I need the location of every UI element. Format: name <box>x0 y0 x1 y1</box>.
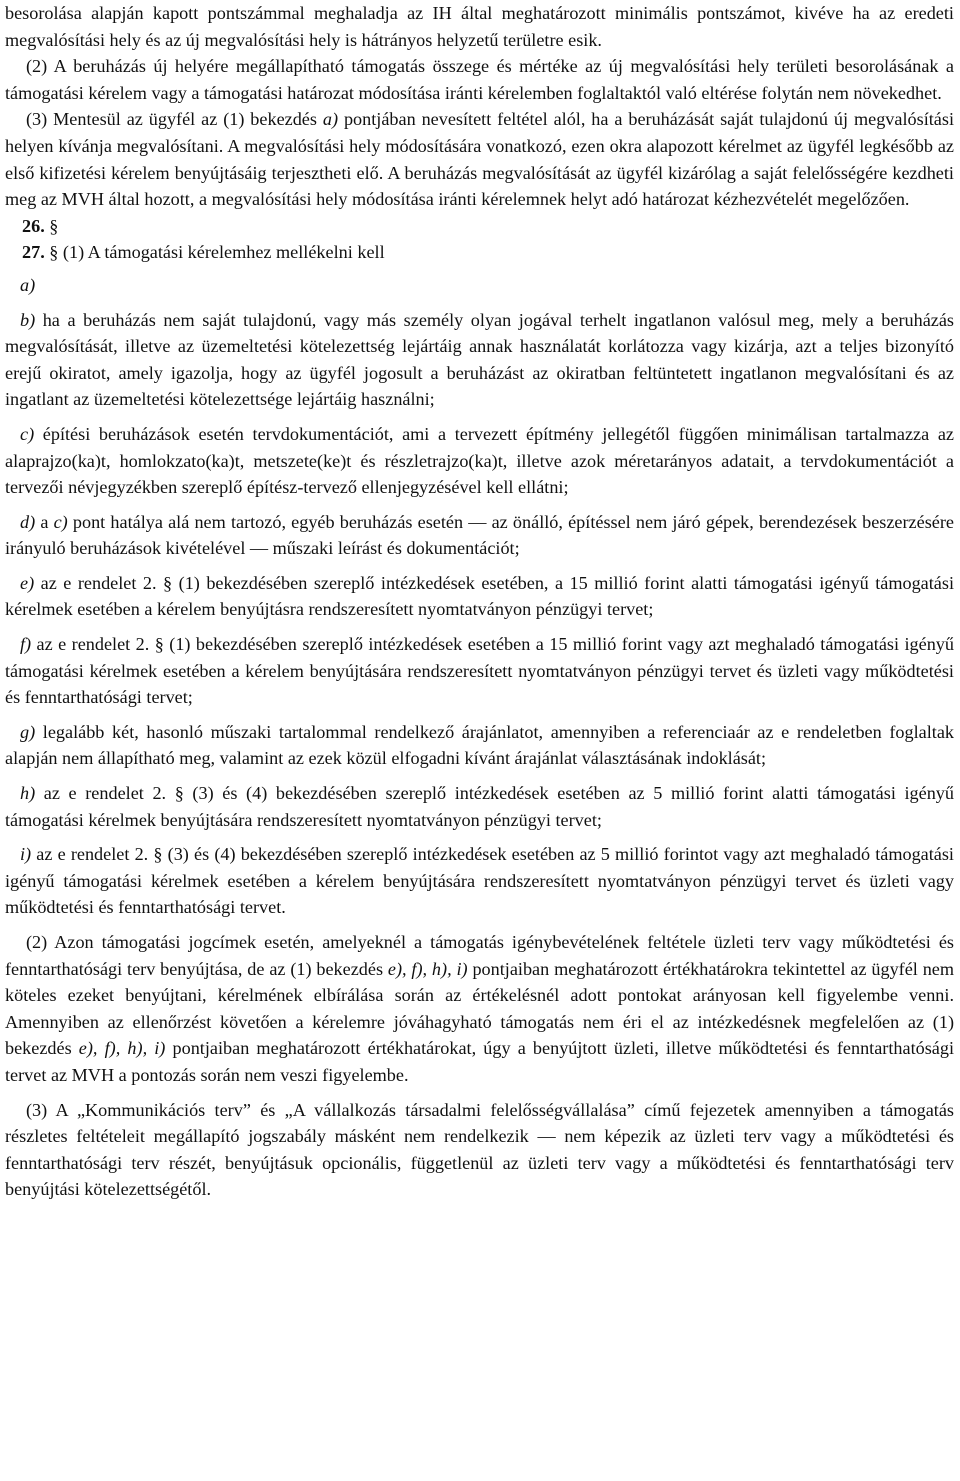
item-i <box>5 841 954 921</box>
paragraph-top <box>5 0 954 53</box>
item-g <box>5 719 954 772</box>
item-d-ref: c) <box>53 511 68 532</box>
paragraph-3 <box>5 106 954 212</box>
item-h-text: az e rendelet 2. § (3) és (4) bekezdésében szereplő intézkedések esetében az 5 millió forint alatti támogatási igényű támogatási kérelmek benyújtására rendszeresített nyomtatványon pénzügyi tervet; <box>5 783 954 830</box>
item-i-label: i) <box>20 844 32 865</box>
paragraph-3-rest: pontjában nevesített feltétel alól, ha a beruházását saját tulajdonú új megvalósítási helyen kívánja megvalósítani. A megvalósítási hely módosítására vonatkozó, ezen okra alapozott kérelmet az ügyfél legkésőbb az első kifizetési kérelem benyújtásáig terjesztheti elő. A beruházás megvalósítását az ügyfél kizárólag a saját felelősségére kezdheti meg az MVH által hozott, a megvalósítási hely módosítása iránti kérelemnek helyt adó határozat kézhezvételét megelőzően. <box>5 109 954 210</box>
item-e <box>5 570 954 623</box>
paragraph-27-2-end: pontjaiban meghatározott értékhatárokat, úgy a benyújtott üzleti, illetve működtetési és fenntarthatósági tervet az MVH a pontozás során nem veszi figyelembe. <box>5 1038 955 1085</box>
item-b-text: ha a beruházás nem saját tulajdonú, vagy más személy olyan jogával terhelt ingatlanon valósul meg, mely a beruházás megvalósítását, illetve az üzemeltetési kötelezettség lejártáig annak használatát korlátozza vagy kizárja, azt a teljes bizonyító erejű okiratot, amely igazolja, hogy az ügyfél jogosult a beruházást az okiratban feltüntetett ingatlanon megvalósítani és az ingatlant az üzemeltetési kötelezettsége lejártáig használni; <box>5 309 954 410</box>
item-b-label: b) <box>20 309 36 330</box>
item-e-text: az e rendelet 2. § (1) bekezdésében szereplő intézkedések esetében, a 15 millió forint alatti támogatási igényű támogatási kérelmek esetében a kérelem benyújtásra rendszeresített nyomtatványon pénzügyi tervet; <box>5 572 954 620</box>
item-h-label: h) <box>20 783 36 804</box>
item-f <box>5 631 954 711</box>
section-26-sign: § <box>49 215 59 236</box>
paragraph-27-2-start: (2) Azon támogatási jogcímek esetén, amelyeknél a támogatás igénybevételének feltétele üzleti terv vagy működtetési és fenntarthatósági terv benyújtása, de az (1) bekezdés <box>5 932 954 979</box>
item-d-mid: a <box>35 511 54 532</box>
paragraph-27-2-refs-2: e), f), h), i) <box>78 1038 166 1059</box>
item-d <box>5 509 954 562</box>
paragraph-3-start: (3) Mentesül az ügyfél az (1) bekezdés <box>26 109 323 130</box>
paragraph-27-3-text: (3) A „Kommunikációs terv” és „A vállalkozás társadalmi felelősségvállalása” című fejezetek amennyiben a támogatás részletes feltételeit megállapító jogszabály másként nem rendelkezik — nem képezik az üzleti terv vagy a működtetési és fenntarthatósági terv részét, benyújtásuk opcionális, függetlenül az üzleti terv vagy a működtetési és fenntarthatósági terv benyújtási kötelezettségétől. <box>5 1099 954 1200</box>
item-e-label: e) <box>20 572 35 593</box>
item-c-text: építési beruházások esetén tervdokumentációt, ami a tervezett építmény jellegétől függően minimálisan tartalmazza az alaprajzo(ka)t, homlokzato(ka)t, metszete(ke)t és részletrajzo(ka)t, illetve azok méretarányos adatait, a tervdokumentációt a tervezői névjegyzékben szereplő építész-tervező ellenjegyzésével kell ellátni; <box>5 423 954 498</box>
item-b <box>5 307 954 413</box>
item-f-text: az e rendelet 2. § (1) bekezdésében szereplő intézkedések esetében a 15 millió forint vagy azt meghaladó támogatási igényű támogatási kérelmek esetében a kérelem benyújtására rendszeresített nyomtatványon pénzügyi tervet és üzleti vagy működtetési és fenntarthatósági tervet; <box>5 634 954 708</box>
section-27-intro: (1) A támogatási kérelemhez mellékelni kell <box>62 242 385 263</box>
paragraph-top-text: besorolása alapján kapott pontszámmal meghaladja az IH által meghatározott minimális pontszámot, kivéve ha az eredeti megvalósítási hely és az új megvalósítási hely is hátrányos helyzetű területre esik. <box>5 3 954 50</box>
item-g-label: g) <box>20 721 36 742</box>
paragraph-27-2 <box>5 929 954 1089</box>
section-26-heading <box>5 213 954 240</box>
item-d-label: d) <box>20 511 36 532</box>
paragraph-3-label: a) <box>322 109 339 130</box>
paragraph-27-3 <box>5 1097 954 1203</box>
section-27-sign: § <box>49 242 59 263</box>
item-a-label: a) <box>20 274 36 295</box>
paragraph-2 <box>5 53 954 106</box>
section-27-number: 27. <box>22 242 45 263</box>
item-c <box>5 421 954 501</box>
item-d-text: pont hatálya alá nem tartozó, egyéb beruházás esetén — az önálló, építéssel nem járó gépek, berendezések beszerzésére irányuló beruházások kivételével — műszaki leírást és dokumentációt; <box>5 511 954 559</box>
section-26-number: 26. <box>22 215 45 236</box>
item-f-label: f) <box>20 634 32 655</box>
paragraph-27-2-mid: pontjaiban meghatározott értékhatárokra tekintettel az ügyfél nem köteles ezeket benyújtani, kérelmének elbírálása során az értékelésnél adott pontokat arányosan kell figyelembe venni. Amennyiben az ellenőrzést követően a kérelemre jóváhagyható támogatás nem éri el az intézkedésnek megfelelően az (1) bekezdés <box>5 958 955 1059</box>
item-g-text: legalább két, hasonló műszaki tartalommal rendelkező árajánlatot, amennyiben a referenciaár az e rendeletben foglaltak alapján nem állapítható meg, valamint az ezek közül elfogadni kívánt árajánlat választásának indoklását; <box>5 721 954 769</box>
section-27-heading <box>5 239 954 266</box>
paragraph-2-text: (2) A beruházás új helyére megállapítható támogatás összege és mértéke az új megvalósítási hely területi besorolásának a támogatási kérelem vagy a támogatási határozat módosítása iránti kérelemben foglaltaktól való eltérése folytán nem növekedhet. <box>5 56 954 103</box>
item-i-text: az e rendelet 2. § (3) és (4) bekezdésében szereplő intézkedések esetében az 5 millió forintot vagy azt meghaladó támogatási igényű támogatási kérelmek esetében a kérelem benyújtására rendszeresített nyomtatványon pénzügyi tervet és üzleti vagy működtetési és fenntarthatósági tervet. <box>5 844 954 918</box>
item-h <box>5 780 954 833</box>
paragraph-27-2-refs-1: e), f), h), i) <box>387 958 468 979</box>
item-c-label: c) <box>20 423 35 444</box>
item-a <box>5 272 954 299</box>
